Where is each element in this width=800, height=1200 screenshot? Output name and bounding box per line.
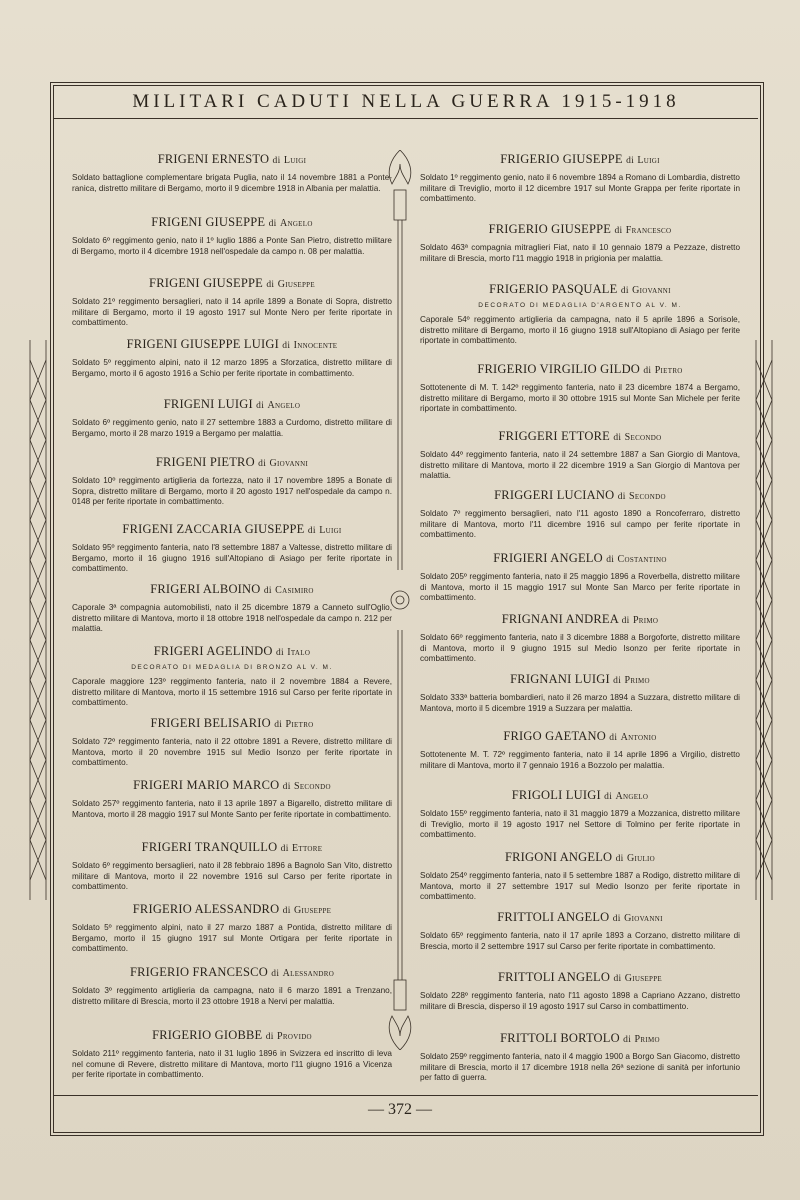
page-number: — 372 — <box>368 1101 432 1118</box>
soldier-name: FRIGERIO VIRGILIO GILDO <box>477 362 641 376</box>
father-name: Alessandro <box>282 968 335 979</box>
soldier-name: FRITTOLI ANGELO <box>497 910 610 924</box>
soldier-name: FRIGENI PIETRO <box>155 455 255 469</box>
di-label: di <box>274 720 283 730</box>
father-name: Luigi <box>319 525 342 536</box>
entry-text: Soldato 228º reggimento fanteria, nato l'11 agosto 1898 a Capriano Azzano, distretto militare di Brescia, disperso il 19 agosto 1917 sul Carso in combattimento. <box>420 991 740 1011</box>
di-label: di <box>620 286 629 296</box>
soldier-name: FRIGGERI ETTORE <box>498 429 610 443</box>
father-name: Pietro <box>654 365 683 376</box>
entry-text: Soldato 333ª batteria bombardieri, nato il 26 marzo 1894 a Suzzara, distretto militare di Mantova, morto il 5 dicembre 1919 a Suzzara per malattia. <box>420 693 740 713</box>
page-title: MILITARI CADUTI NELLA GUERRA 1915-1918 <box>54 86 758 119</box>
di-label: di <box>623 1035 632 1045</box>
soldier-name: FRIGERIO ALESSANDRO <box>132 902 280 916</box>
list-item <box>72 965 392 1007</box>
father-name: Pietro <box>285 719 314 730</box>
soldier-name: FRIGENI GIUSEPPE <box>149 276 264 290</box>
list-item <box>420 729 740 771</box>
list-item <box>420 850 740 903</box>
di-label: di <box>268 219 277 229</box>
bottom-divider <box>54 1095 758 1096</box>
list-item <box>72 337 392 379</box>
father-name: Giovanni <box>269 458 309 469</box>
left-border-ornament-icon <box>26 340 50 900</box>
di-label: di <box>621 616 630 626</box>
father-name: Casimiro <box>275 585 314 596</box>
father-name: Angelo <box>615 791 649 802</box>
entry-text: Soldato 254º reggimento fanteria, nato il 5 settembre 1887 a Rodigo, distretto militare di Mantova, morto il 27 settembre 1917 sul Medio Isonzo per ferite riportate in combattimento. <box>420 871 740 901</box>
entry-text: Sottotenente M. T. 72º reggimento fanteria, nato il 14 aprile 1896 a Virgilio, distretto militare di Mantova, morto il 7 gennaio 1916 a Bozzolo per malattia. <box>420 750 740 770</box>
di-label: di <box>280 844 289 854</box>
list-item <box>420 551 740 604</box>
father-name: Secondo <box>294 781 331 792</box>
entry-text: Soldato 463ª compagnia mitraglieri Fiat, nato il 10 gennaio 1879 a Pezzaze, distretto militare di Brescia, morto l'11 maggio 1918 in prigionia per malattia. <box>420 243 740 263</box>
father-name: Giuseppe <box>277 279 315 290</box>
list-item <box>72 582 392 635</box>
father-name: Angelo <box>279 218 313 229</box>
entry-text: Soldato 155º reggimento fanteria, nato il 31 maggio 1879 a Mozzanica, distretto militare di Treviglio, morto il 19 agosto 1917 nel Settore di Tolmino per ferite riportate in combattimento. <box>420 809 740 839</box>
soldier-name: FRIGERIO GIUSEPPE <box>488 222 612 236</box>
list-item <box>420 282 740 347</box>
list-item <box>420 488 740 541</box>
father-name: Secondo <box>624 432 662 443</box>
list-item <box>420 910 740 952</box>
soldier-name: FRIGENI ZACCARIA GIUSEPPE <box>122 522 305 536</box>
entry-text: Soldato 72º reggimento fanteria, nato il 22 ottobre 1891 a Revere, distretto militare di Mantova, morto il 20 novembre 1915 sul Medio Isonzo per ferite riportate in combattimento. <box>72 737 392 767</box>
decoration-label: DECORATO DI MEDAGLIA D'ARGENTO AL V. M. <box>478 302 682 309</box>
soldier-name: FRIGOLI LUIGI <box>511 788 601 802</box>
di-label: di <box>282 906 291 916</box>
list-item <box>420 672 740 714</box>
entry-text: Caporale 54º reggimento artiglieria da campagna, nato il 5 aprile 1896 a Sorisole, distretto militare di Bergamo, morto il 16 giugno 1918 sull'Altopiano di Asiago per ferite riportate in combattimento. <box>420 315 740 345</box>
father-name: Provido <box>277 1031 312 1042</box>
entry-text: Soldato 7º reggimento bersaglieri, nato l'11 agosto 1890 a Roncoferraro, distretto militare di Mantova, morto l'11 dicembre 1916 sul campo per ferite riportate in combattimento. <box>420 509 740 539</box>
father-name: Innocente <box>293 340 338 351</box>
di-label: di <box>282 782 291 792</box>
soldier-name: FRIGONI ANGELO <box>504 850 613 864</box>
entry-text: Soldato 44º reggimento fanteria, nato il 24 settembre 1887 a San Giorgio di Mantova, distretto militare di Mantova, morto il 22 dicembre 1919 a San Giorgio di Mantova per malattia. <box>420 450 740 480</box>
entry-text: Soldato 66º reggimento fanteria, nato il 3 dicembre 1888 a Borgoforte, distretto militare di Mantova, morto il 9 giugno 1915 sul Medio Isonzo per ferite riportate in combattimento. <box>420 633 740 663</box>
soldier-name: FRIGNANI LUIGI <box>510 672 610 686</box>
soldier-name: FRIGERIO GIOBBE <box>152 1028 263 1042</box>
di-label: di <box>307 526 316 536</box>
father-name: Secondo <box>629 491 666 502</box>
soldier-name: FRIGERIO FRANCESCO <box>129 965 268 979</box>
list-item <box>420 362 740 415</box>
di-label: di <box>282 341 291 351</box>
entry-text: Caporale maggiore 123º reggimento fanteria, nato il 2 novembre 1884 a Revere, distretto militare di Mantova, morto il 15 settembre 1916 sul Carso per ferite riportate in combattimento. <box>72 677 392 707</box>
father-name: Italo <box>287 647 311 658</box>
father-name: Luigi <box>637 155 660 166</box>
entry-text: Soldato 1º reggimento genio, nato il 6 novembre 1894 a Romano di Lombardia, distretto militare di Treviglio, morto il 12 dicembre 1917 sul Monte Grappa per ferite riportate in combattimento. <box>420 173 740 203</box>
di-label: di <box>617 492 626 502</box>
list-item <box>72 644 392 709</box>
father-name: Ettore <box>291 843 323 854</box>
entry-text: Soldato 6º reggimento genio, nato il 27 settembre 1883 a Curdomo, distretto militare di Bergamo, morto il 28 marzo 1919 a Bergamo per malattia. <box>72 418 392 438</box>
di-label: di <box>266 280 275 290</box>
list-item <box>72 1028 392 1081</box>
entry-text: Caporale 3ª compagnia automobilisti, nato il 25 dicembre 1879 a Canneto sull'Oglio, distretto militare di Mantova, morto il 18 ottobre 1918 nell'ospedale da campo n. 212 per malattia. <box>72 603 392 633</box>
soldier-name: FRIGENI LUIGI <box>163 397 253 411</box>
entry-text: Soldato battaglione complementare brigata Puglia, nato il 14 novembre 1881 a Ponte-ranica, distretto militare di Bergamo, morto il 9 dicembre 1918 in Albania per malattia. <box>72 173 392 193</box>
entry-text: Soldato 10º reggimento artiglieria da fortezza, nato il 17 novembre 1895 a Bonate di Sopra, distretto militare di Bergamo, morto il 20 agosto 1917 nell'ospedale da campo n. 0148 per ferite riportate in combattimento. <box>72 476 392 506</box>
list-item <box>420 1031 740 1084</box>
list-item <box>72 397 392 439</box>
entry-text: Soldato 6º reggimento bersaglieri, nato il 28 febbraio 1896 a Bagnolo San Vito, distretto militare di Mantova, morto il 22 novembre 1916 sul Carso per ferite riportate in combattimento. <box>72 861 392 891</box>
father-name: Giovanni <box>624 913 663 924</box>
di-label: di <box>256 401 265 411</box>
entry-text: Soldato 257º reggimento fanteria, nato il 13 aprile 1897 a Bigarello, distretto militare di Mantova, morto il 28 maggio 1917 sul Monte Santo per ferite riportate in combattimento. <box>72 799 392 819</box>
entry-text: Soldato 6º reggimento genio, nato il 1º luglio 1886 a Ponte San Pietro, distretto militare di Bergamo, morto il 4 dicembre 1918 nell'ospedale da campo n. 08 per malattia. <box>72 236 392 256</box>
father-name: Luigi <box>283 155 307 166</box>
list-item <box>420 152 740 205</box>
right-border-ornament-icon <box>752 340 776 900</box>
father-name: Giovanni <box>632 285 671 296</box>
di-label: di <box>609 733 618 743</box>
list-item <box>72 840 392 893</box>
entry-text: Soldato 21º reggimento bersaglieri, nato il 14 aprile 1899 a Bonate di Sopra, distretto militare di Bergamo, morto il 19 agosto 1917 sul Monte Nero per ferite riportate in combattimento. <box>72 297 392 327</box>
list-item <box>72 716 392 769</box>
di-label: di <box>614 226 623 236</box>
di-label: di <box>613 974 622 984</box>
list-item <box>420 222 740 264</box>
list-item <box>72 215 392 257</box>
di-label: di <box>263 586 272 596</box>
di-label: di <box>612 914 621 924</box>
father-name: Giulio <box>626 853 656 864</box>
entry-text: Soldato 5º reggimento alpini, nato il 27 marzo 1887 a Pontida, distretto militare di Bergamo, morto il 15 giugno 1917 sul Monte Ortigara per ferite riportate in combattimento. <box>72 923 392 953</box>
list-item <box>72 276 392 329</box>
entry-text: Soldato 211º reggimento fanteria, nato il 31 luglio 1896 in Svizzera ed inscritto di leva nel comune di Revere, distretto militare di Mantova, morto l'11 giugno 1916 a Vicenza per ferite riportate in combattimento. <box>72 1049 392 1079</box>
entry-text: Soldato 259º reggimento fanteria, nato il 4 maggio 1900 a Borgo San Giacomo, distretto militare di Brescia, morto il 17 dicembre 1918 nella 26ª sezione di sanità per infortunio per fatto di guerra. <box>420 1052 740 1082</box>
di-label: di <box>271 969 280 979</box>
decoration-label: DECORATO DI MEDAGLIA DI BRONZO AL V. M. <box>131 664 333 671</box>
soldier-name: FRIGENI GIUSEPPE LUIGI <box>126 337 279 351</box>
di-label: di <box>615 854 624 864</box>
soldier-name: FRIGERI TRANQUILLO <box>141 840 278 854</box>
father-name: Giuseppe <box>624 973 663 984</box>
soldier-name: FRIGERI MARIO MARCO <box>133 778 280 792</box>
entry-text: Soldato 95º reggimento fanteria, nato l'8 settembre 1887 a Valtesse, distretto militare di Bergamo, morto il 16 giugno 1916 sull'Altopiano di Asiago per ferite riportate in combattimento. <box>72 543 392 573</box>
list-item <box>420 612 740 665</box>
soldier-name: FRIGERI ALBOINO <box>150 582 261 596</box>
list-item <box>72 522 392 575</box>
soldier-name: FRIGO GAETANO <box>503 729 606 743</box>
di-label: di <box>265 1032 274 1042</box>
entry-text: Soldato 65º reggimento fanteria, nato il 17 aprile 1893 a Corzano, distretto militare di Brescia, morto il 2 settembre 1917 sul Carso per ferite riportate in combattimento. <box>420 931 740 951</box>
father-name: Angelo <box>267 400 301 411</box>
soldier-name: FRIGERI BELISARIO <box>150 716 271 730</box>
father-name: Primo <box>634 1034 660 1045</box>
soldier-name: FRIGENI GIUSEPPE <box>151 215 266 229</box>
di-label: di <box>272 156 281 166</box>
soldier-name: FRIGERIO PASQUALE <box>489 282 618 296</box>
list-item <box>72 902 392 955</box>
di-label: di <box>613 676 622 686</box>
list-item <box>72 455 392 508</box>
entry-text: Soldato 5º reggimento alpini, nato il 12 marzo 1895 a Sforzatica, distretto militare di Bergamo, morto il 6 agosto 1916 a Schio per ferite riportate in combattimento. <box>72 358 392 378</box>
di-label: di <box>606 555 615 565</box>
list-item <box>420 970 740 1012</box>
soldier-name: FRIGENI ERNESTO <box>157 152 270 166</box>
father-name: Francesco <box>625 225 672 236</box>
father-name: Primo <box>624 675 650 686</box>
di-label: di <box>613 433 622 443</box>
soldier-name: FRIGNANI ANDREA <box>501 612 619 626</box>
entry-text: Sottotenente di M. T. 142º reggimento fanteria, nato il 23 dicembre 1874 a Bergamo, distretto militare di Bergamo, morto il 30 ottobre 1915 sul Monte San Michele per ferite riportate in combattimento. <box>420 383 740 413</box>
soldier-name: FRITTOLI ANGELO <box>497 970 611 984</box>
soldier-name: FRITTOLI BORTOLO <box>500 1031 620 1045</box>
di-label: di <box>604 792 613 802</box>
father-name: Costantino <box>617 554 667 565</box>
di-label: di <box>258 459 267 469</box>
di-label: di <box>626 156 635 166</box>
father-name: Primo <box>632 615 659 626</box>
soldier-name: FRIGIERI ANGELO <box>493 551 603 565</box>
list-item <box>72 778 392 820</box>
list-item <box>72 152 392 194</box>
list-item <box>420 788 740 841</box>
soldier-name: FRIGGERI LUCIANO <box>494 488 615 502</box>
list-item <box>420 429 740 482</box>
soldier-name: FRIGERI AGELINDO <box>153 644 273 658</box>
father-name: Giuseppe <box>293 905 332 916</box>
entry-text: Soldato 3º reggimento artiglieria da campagna, nato il 6 marzo 1891 a Trenzano, distretto militare di Brescia, morto il 23 ottobre 1918 a Nervi per malattia. <box>72 986 392 1006</box>
entry-text: Soldato 205º reggimento fanteria, nato il 25 maggio 1896 a Roverbella, distretto militare di Mantova, morto il 15 maggio 1917 sul Monte San Marco per ferite riportate in combattimento. <box>420 572 740 602</box>
father-name: Antonio <box>620 732 657 743</box>
di-label: di <box>275 648 284 658</box>
di-label: di <box>643 366 652 376</box>
soldier-name: FRIGERIO GIUSEPPE <box>500 152 623 166</box>
